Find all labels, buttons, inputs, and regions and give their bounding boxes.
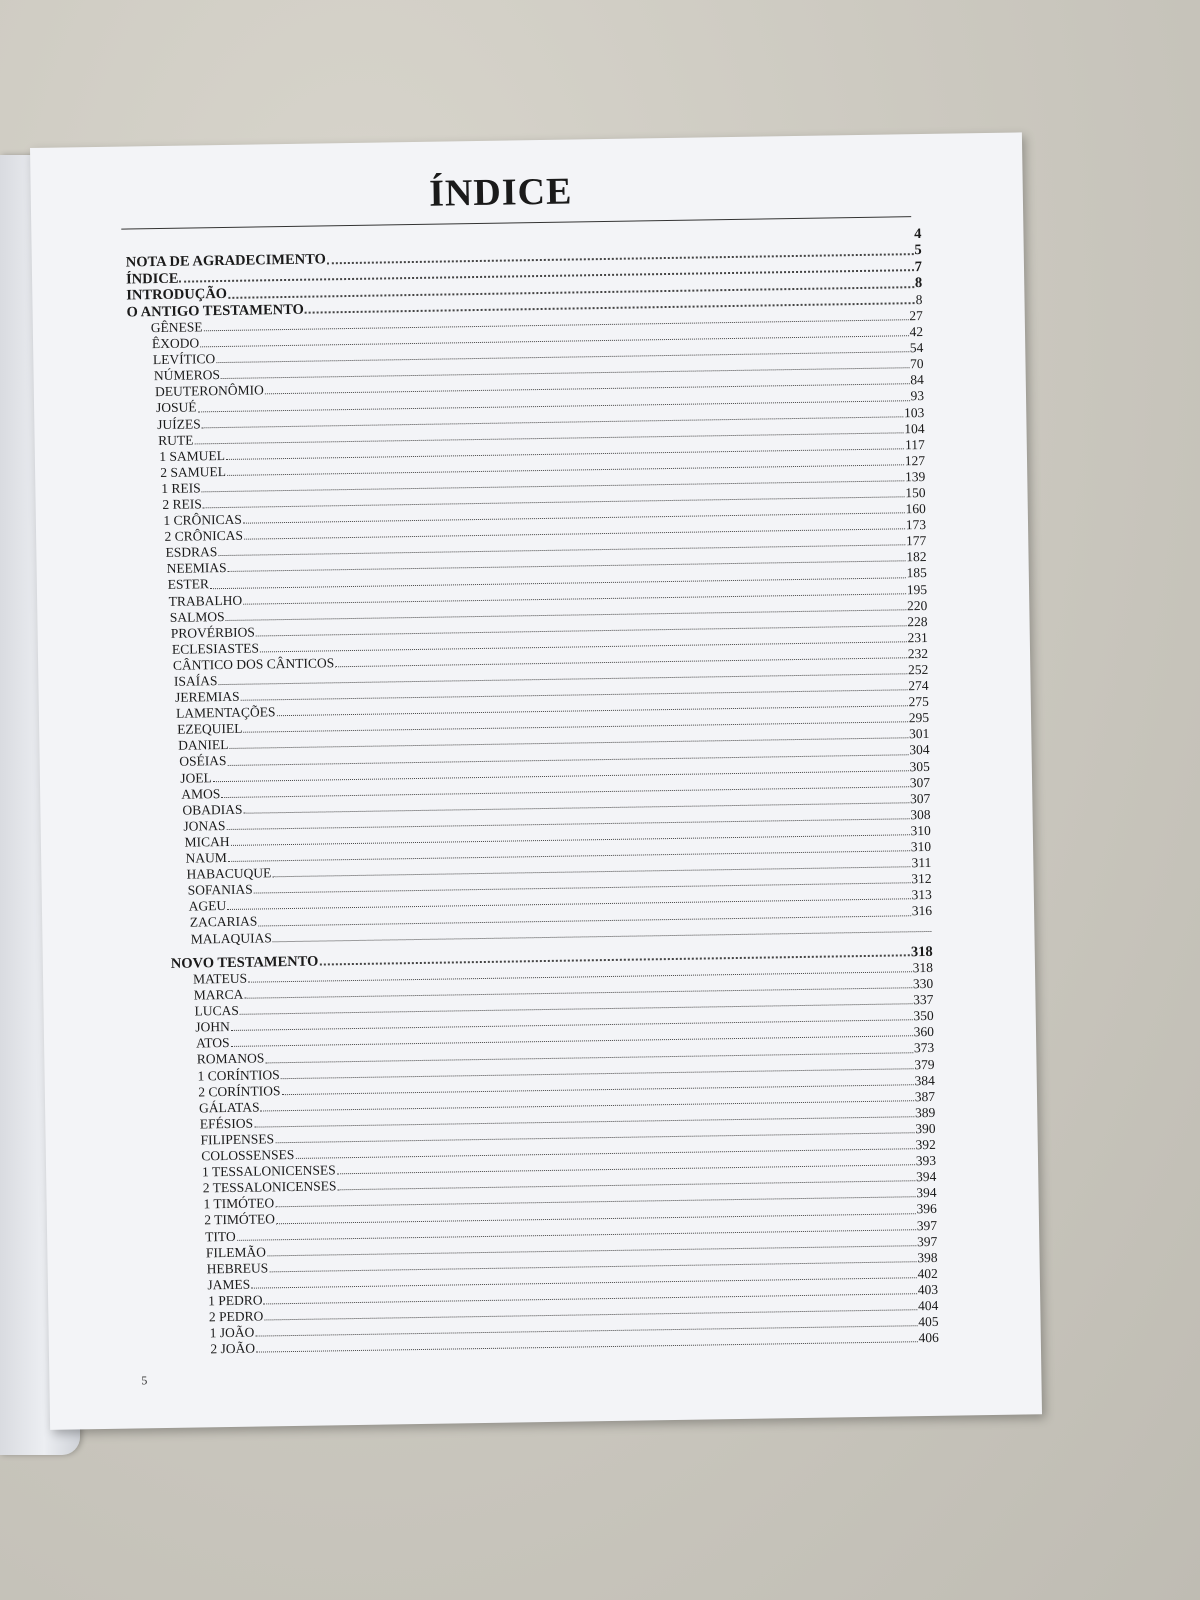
toc-entry-label: AGEU	[188, 898, 227, 914]
toc-page-number: 379	[914, 1056, 935, 1072]
toc-entry-label: TRABALHO	[168, 592, 243, 609]
toc-page-number: 308	[910, 806, 931, 823]
toc-entry-label: 2 REIS	[162, 496, 202, 512]
toc-entry-label: 1 TESSALONICENSES	[201, 1162, 336, 1180]
toc-entry-label: TITO	[204, 1228, 236, 1244]
toc-page-number: 232	[907, 645, 929, 662]
toc-entry-label: COLOSSENSES	[201, 1147, 295, 1164]
toc-entry-label: DEUTERONÔMIO	[154, 382, 264, 400]
toc-page-number: 182	[906, 549, 927, 565]
toc-page-number: 316	[911, 903, 933, 919]
toc-page-number: 402	[917, 1265, 938, 1281]
toc-page-number: 390	[915, 1120, 936, 1137]
toc-entry-label: 2 SAMUEL	[160, 463, 227, 480]
toc-page-number: 318	[910, 943, 933, 960]
toc-page-number: 305	[909, 758, 930, 774]
toc-page-number: 42	[909, 324, 924, 340]
toc-page-number: 275	[908, 694, 929, 710]
toc-page-number: 389	[914, 1104, 936, 1121]
toc-page-number: 330	[912, 976, 934, 992]
toc-entry-label: HEBREUS	[206, 1260, 269, 1277]
toc-entry-label: JOEL	[180, 769, 212, 786]
toc-entry-label: 2 TIMÓTEO	[204, 1211, 276, 1228]
toc-entry-label: 1 PEDRO	[208, 1292, 263, 1309]
toc-page-number: 310	[910, 838, 932, 855]
toc-entry-label: ZACARIAS	[189, 913, 258, 931]
toc-entry-label: JONAS	[183, 817, 226, 834]
toc-entry-label: FILEMÃO	[205, 1244, 266, 1260]
toc-entry-label: MALAQUIAS	[190, 929, 272, 947]
toc-entry-label: JOSUÉ	[155, 399, 197, 416]
table-of-contents	[125, 226, 938, 1359]
toc-page-number: 4	[914, 226, 922, 243]
page-title: ÍNDICE	[428, 170, 573, 215]
toc-entry-label: JUÍZES	[157, 415, 201, 432]
toc-page-number: 398	[917, 1249, 938, 1265]
old-testament-list	[126, 292, 932, 948]
toc-page-number: 185	[906, 565, 927, 581]
toc-entry-label: LEVÍTICO	[152, 351, 216, 368]
toc-entry-label: 2 CORÍNTIOS	[198, 1082, 281, 1100]
toc-entry-label: JEREMIAS	[174, 688, 240, 705]
toc-entry-label: ESDRAS	[165, 544, 218, 561]
toc-page-number: 312	[911, 871, 932, 887]
toc-page-number: 304	[909, 742, 930, 758]
toc-page-number: 397	[916, 1217, 938, 1233]
toc-page-number: 173	[905, 517, 927, 533]
toc-page-number: 405	[918, 1313, 939, 1330]
new-testament-list	[137, 944, 939, 1359]
toc-page-number: 5	[914, 242, 922, 259]
toc-entry-label: GÁLATAS	[198, 1099, 260, 1116]
toc-page-number: 27	[909, 307, 923, 324]
toc-entry-label: 1 REIS	[161, 480, 201, 496]
toc-page-number: 350	[913, 1008, 934, 1024]
toc-entry-label: PROVÉRBIOS	[170, 624, 255, 641]
toc-entry-label: LAMENTAÇÕES	[175, 704, 276, 721]
toc-entry-label: 2 PEDRO	[208, 1308, 264, 1325]
toc-entry-label: GÊNESE	[150, 319, 203, 336]
toc-page-number: 311	[911, 855, 932, 871]
toc-page-number: 404	[917, 1297, 939, 1314]
toc-entry-label: SOFANIAS	[187, 881, 253, 898]
toc-entry-label: 1 CRÔNICAS	[163, 511, 242, 529]
toc-entry-label: 1 CORÍNTIOS	[197, 1066, 280, 1084]
toc-page-number: 392	[915, 1136, 936, 1153]
toc-page-number: 8	[915, 291, 923, 307]
toc-entry-label: EFÉSIOS	[199, 1115, 254, 1132]
toc-page-number: 54	[909, 340, 924, 356]
toc-page-number: 406	[918, 1330, 939, 1346]
toc-entry-label: ISAÍAS	[173, 673, 218, 689]
toc-page-number: 393	[915, 1153, 937, 1169]
toc-page-number: 387	[914, 1088, 936, 1104]
toc-entry-label: 1 JOÃO	[209, 1324, 255, 1341]
toc-entry-label: ATOS	[195, 1035, 230, 1051]
toc-entry-label: NÚMEROS	[153, 367, 221, 384]
toc-page-number: 394	[915, 1169, 937, 1185]
toc-entry-label: OBADIAS	[182, 801, 243, 818]
toc-page-number: 252	[907, 661, 929, 678]
toc-page-number: 84	[910, 372, 924, 388]
toc-entry-label: SALMOS	[169, 608, 225, 625]
toc-entry-label: MATEUS	[192, 970, 248, 987]
toc-page-number: 104	[904, 420, 925, 436]
toc-entry-label: ECLESIASTES	[171, 640, 260, 657]
toc-page-number: 301	[908, 726, 930, 742]
toc-page-number: 295	[908, 710, 930, 726]
toc-page-number: 7	[914, 258, 923, 275]
toc-page-number: 307	[909, 774, 931, 790]
toc-entry-label: HABACUQUE	[186, 865, 272, 882]
page-number: 5	[141, 1373, 148, 1388]
toc-entry-label: 1 TIMÓTEO	[203, 1195, 275, 1212]
toc-page-number: 93	[910, 388, 925, 404]
toc-entry-label: DANIEL	[178, 737, 229, 754]
toc-entry-label: ESTER	[167, 576, 210, 593]
toc-entry-label: EZEQUIEL	[177, 721, 243, 738]
toc-page-number: 70	[909, 356, 924, 372]
toc-entry-label: RUTE	[158, 432, 194, 448]
dot-leader	[256, 1340, 918, 1352]
toc-entry-label: LUCAS	[194, 1003, 239, 1019]
toc-entry-label: JAMES	[207, 1276, 251, 1293]
toc-page-number: 160	[905, 501, 926, 517]
toc-entry-label: NOTA DE AGRADECIMENTO	[125, 251, 326, 271]
toc-page-number: 220	[906, 597, 928, 613]
toc-entry-label: ROMANOS	[196, 1050, 265, 1067]
toc-entry-label: NEEMIAS	[166, 560, 227, 577]
toc-entry-label: ÊXODO	[151, 335, 200, 352]
toc-entry-label: AMOS	[181, 785, 221, 802]
toc-entry-label: NAUM	[185, 850, 227, 866]
toc-page-number: 307	[909, 790, 931, 807]
toc-entry-label: 1 SAMUEL	[159, 447, 225, 464]
toc-entry-label: 2 TESSALONICENSES	[202, 1178, 337, 1196]
toc-entry-label: OSÉIAS	[179, 753, 227, 770]
toc-entry-label: NOVO TESTAMENTO	[170, 953, 319, 972]
toc-page-number: 384	[914, 1072, 935, 1088]
toc-page-number: 177	[905, 533, 927, 549]
toc-page-number: 403	[917, 1281, 939, 1298]
toc-page-number: 103	[903, 404, 925, 420]
toc-entry-label: O ANTIGO TESTAMENTO	[126, 301, 304, 321]
toc-page-number: 127	[904, 452, 926, 469]
toc-entry-label: 2 CRÔNICAS	[164, 527, 244, 545]
toc-entry-label: MICAH	[184, 833, 230, 850]
toc-page-number: 318	[912, 959, 934, 976]
toc-page-number: 231	[907, 629, 928, 646]
book-page	[30, 132, 1042, 1429]
toc-page-number: 373	[913, 1040, 935, 1056]
toc-page-number: 195	[906, 581, 928, 597]
toc-page-number: 150	[905, 484, 926, 501]
toc-entry-label: ÍNDICE	[125, 270, 179, 288]
toc-page-number: 313	[911, 887, 932, 903]
toc-page-number: 396	[916, 1201, 937, 1217]
toc-page-number: 360	[913, 1024, 935, 1040]
toc-page-number: 228	[907, 613, 928, 630]
toc-page-number: 397	[916, 1233, 938, 1249]
toc-entry-label: MARCA	[193, 986, 244, 1003]
toc-page-number: 8	[914, 275, 923, 292]
toc-page-number: 274	[908, 678, 929, 694]
toc-entry-label: FILIPENSES	[200, 1131, 275, 1148]
toc-page-number: 310	[910, 822, 931, 839]
toc-entry-label: JOHN	[195, 1019, 230, 1035]
toc-page-number: 337	[913, 992, 934, 1008]
toc-page-number: 394	[916, 1185, 937, 1201]
toc-page-number: 117	[904, 436, 925, 452]
toc-entry-label: 2 JOÃO	[210, 1340, 256, 1357]
toc-entry-label: CÂNTICO DOS CÂNTICOS	[172, 655, 335, 673]
toc-page-number: 139	[904, 468, 926, 485]
toc-entry-label: INTRODUÇÃO	[126, 286, 228, 304]
